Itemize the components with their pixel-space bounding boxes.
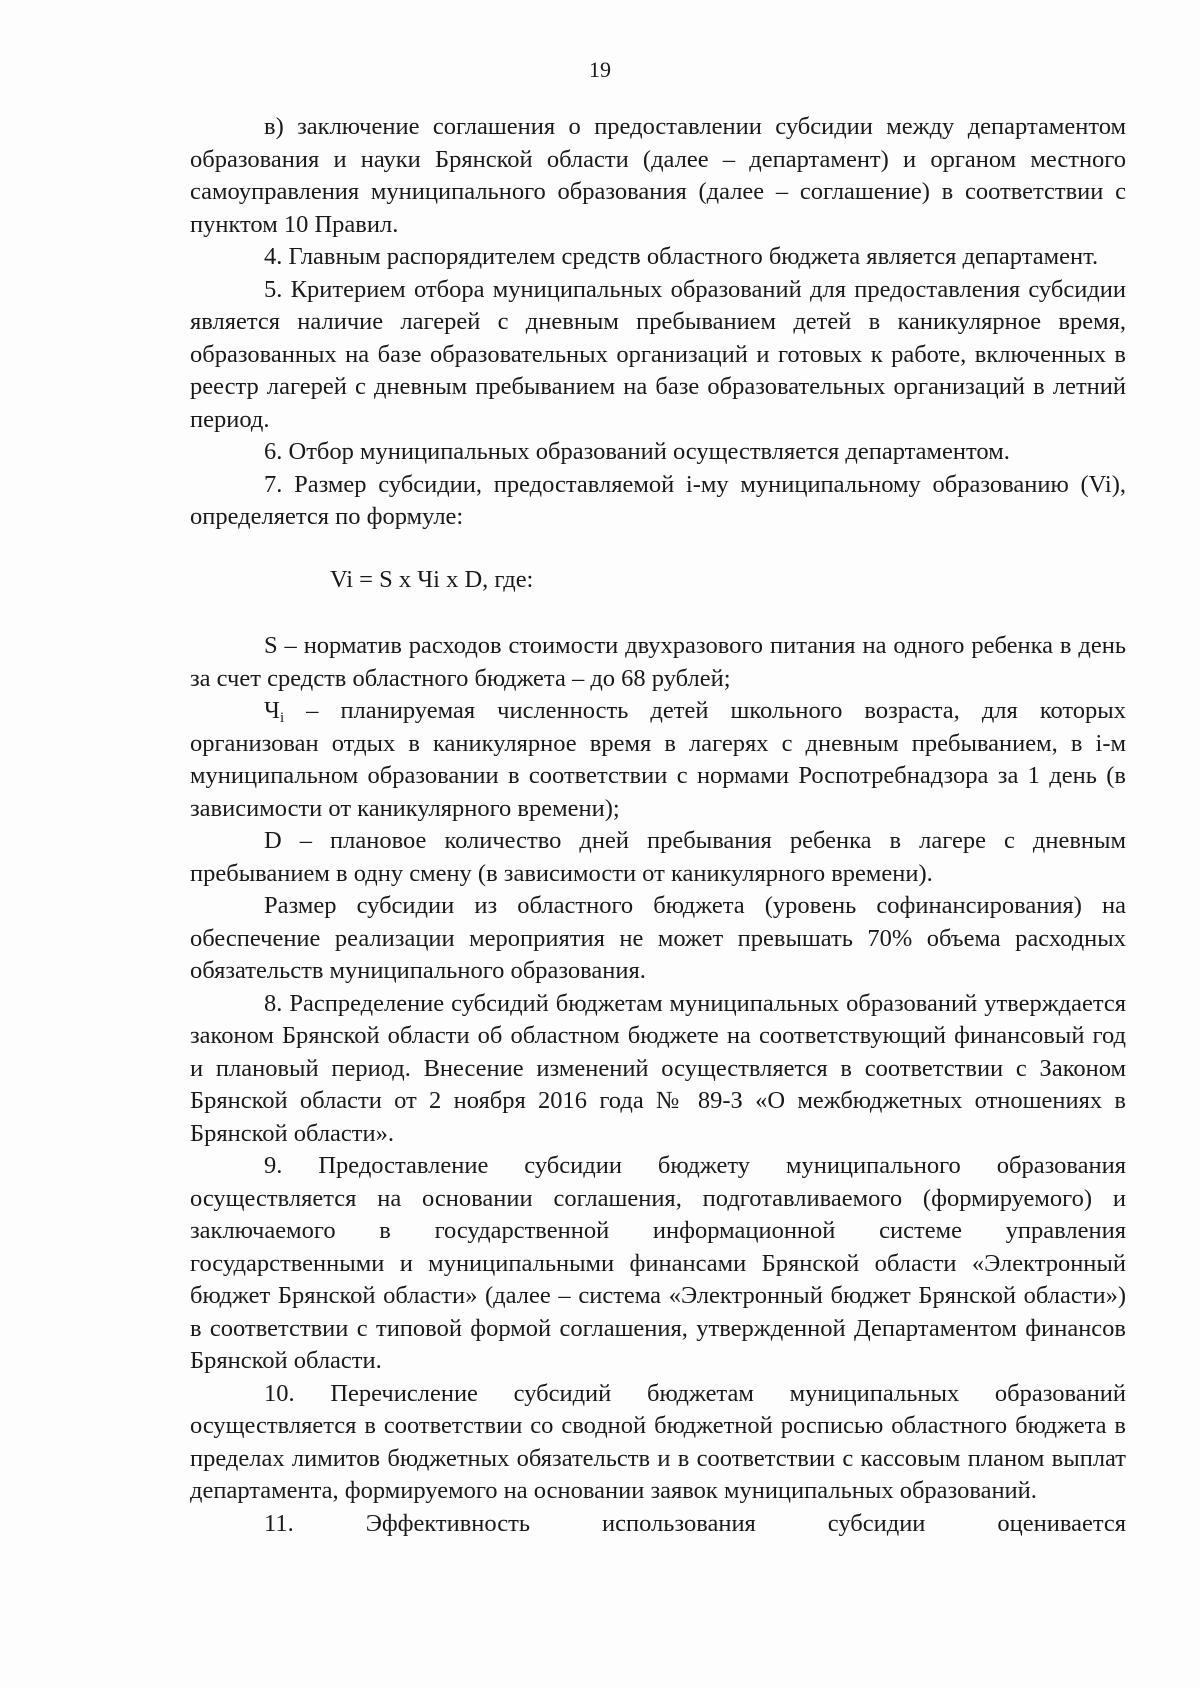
paragraph-8: 8. Распределение субсидий бюджетам муниципальных образований утверждается законом Брянской области об областном бюджете на соответствующий финансовый год и плановый период. Внесение изменений осуществляется в соответствии с Законом Брянской области от 2 ноября 2016 года № 89-З «О межбюджетных отношениях в Брянской области». <box>190 989 1126 1147</box>
document-body <box>190 111 1126 1540</box>
formula: Vi = S x Чi x D, где: <box>330 565 534 593</box>
paragraph-9: 9. Предоставление субсидии бюджету муниципального образования осуществляется на основании соглашения, подготавливаемого (формируемого) и заключаемого в государственной информационной системе управления государственными и муниципальными финансами Брянской области «Электронный бюджет Брянской области» (далее – система «Электронный бюджет Брянской области») в соответствии с типовой формой соглашения, утвержденной Департаментом финансов Брянской области. <box>190 1152 1126 1374</box>
paragraph-4: 4. Главным распорядителем средств областного бюджета является департамент. <box>264 243 1099 270</box>
ch-definition-text: – планируемая численность детей школьного возраста, для которых организован отдых в каникулярное время в лагерях с дневным пребыванием, в i-м муниципальном образовании в соответствии с нормами Роспотребнадзора за 1 день (в зависимости от каникулярного времени); <box>190 697 1126 822</box>
ch-subscript: i <box>279 710 285 726</box>
paragraph-7: 7. Размер субсидии, предоставляемой i-му муниципальному образованию (Vi), определяется по формуле: <box>190 470 1126 530</box>
page-number: 19 <box>589 57 611 82</box>
paragraph-5: 5. Критерием отбора муниципальных образований для предоставления субсидии является наличие лагерей с дневным пребыванием детей в каникулярное время, образованных на базе образовательных организаций и готовых к работе, включенных в реестр лагерей с дневным пребыванием на базе образовательных организаций в летний период. <box>190 275 1126 433</box>
paragraph-10: 10. Перечисление субсидий бюджетам муниципальных образований осуществляется в соответствии со сводной бюджетной росписью областного бюджета в пределах лимитов бюджетных обязательств и в соответствии с кассовым планом выплат департамента, формируемого на основании заявок муниципальных образований. <box>190 1379 1126 1504</box>
definition-s: S – норматив расходов стоимости двухразового питания на одного ребенка в день за счет средств областного бюджета – до 68 рублей; <box>190 632 1126 692</box>
definition-ch <box>190 695 1126 825</box>
ch-symbol: Ч <box>264 697 280 724</box>
paragraph-11: 11. Эффективность использования субсидии оценивается <box>264 1509 1126 1537</box>
paragraph-6: 6. Отбор муниципальных образований осуществляется департаментом. <box>264 438 1010 465</box>
definition-d: D – плановое количество дней пребывания ребенка в лагере с дневным пребыванием в одну смену (в зависимости от каникулярного времени). <box>190 827 1126 887</box>
paragraph-item-v: в) заключение соглашения о предоставлении субсидии между департаментом образования и науки Брянской области (далее – департамент) и органом местного самоуправления муниципального образования (далее – соглашение) в соответствии с пунктом 10 Правил. <box>190 113 1126 238</box>
paragraph-subsidy-size: Размер субсидии из областного бюджета (уровень софинансирования) на обеспечение реализации мероприятия не может превышать 70% объема расходных обязательств муниципального образования. <box>190 892 1126 984</box>
